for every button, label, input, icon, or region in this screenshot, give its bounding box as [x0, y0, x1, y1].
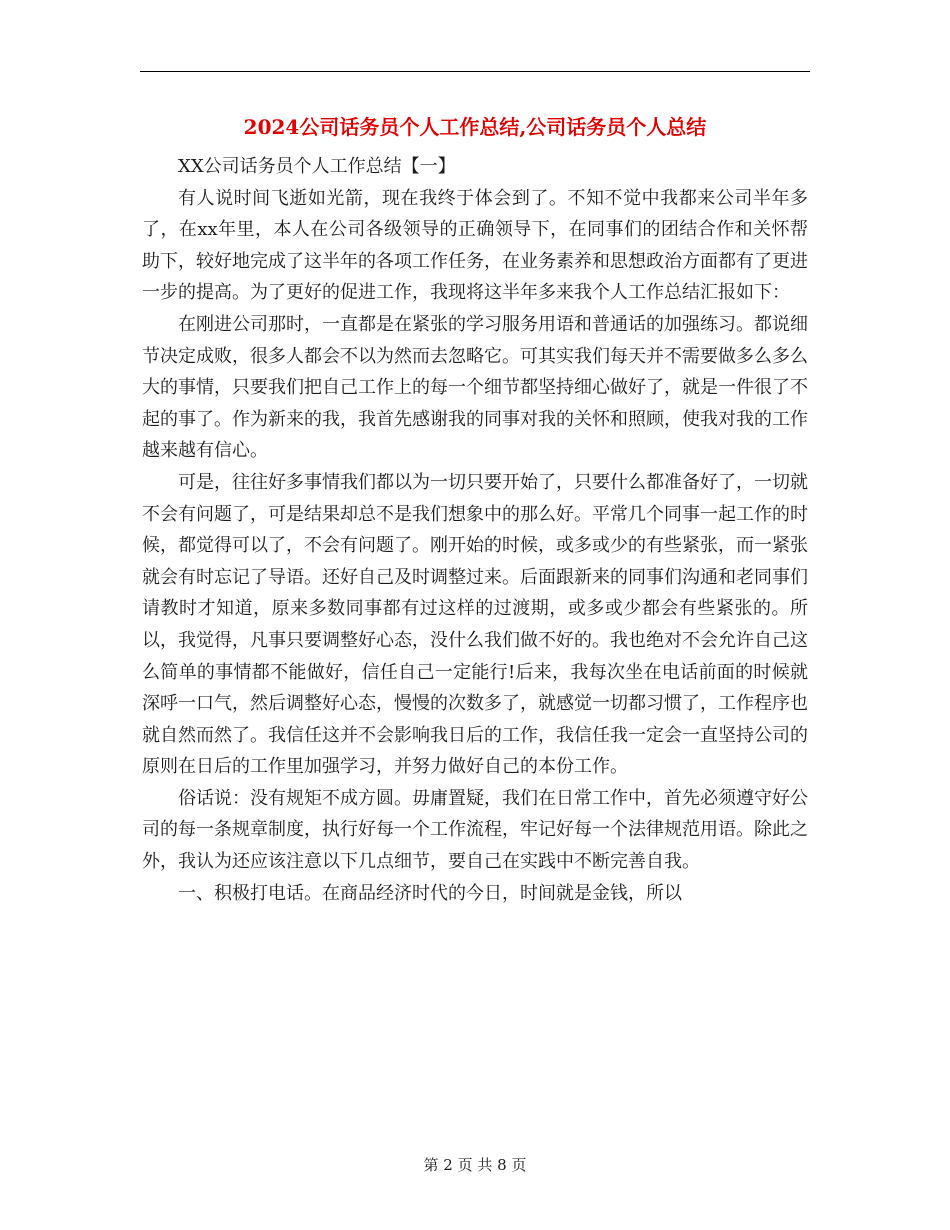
document-body [142, 151, 808, 909]
document-title: 2024公司话务员个人工作总结,公司话务员个人总结 [243, 115, 707, 139]
paragraph: 有人说时间飞逝如光箭，现在我终于体会到了。不知不觉中我都来公司半年多了，在xx年里，本人在公司各级领导的正确领导下，在同事们的团结合作和关怀帮助下，较好地完成了这半年的各项工作任务，在业务素养和思想政治方面都有了更进一步的提高。为了更好的促进工作，我现将这半年多来我个人工作总结汇报如下： [142, 187, 808, 304]
paragraph: 俗话说：没有规矩不成方圆。毋庸置疑，我们在日常工作中，首先必须遵守好公司的每一条规章制度，执行好每一个工作流程，牢记好每一个法律规范用语。除此之外，我认为还应该注意以下几点细节，要自己在实践中不断完善自我。 [142, 787, 808, 873]
paragraph: 在刚进公司那时，一直都是在紧张的学习服务用语和普通话的加强练习。都说细节决定成败，很多人都会不以为然而去忽略它。可其实我们每天并不需要做多么多么大的事情，只要我们把自己工作上的每一个细节都坚持细心做好了，就是一件很了不起的事了。作为新来的我，我首先感谢我的同事对我的关怀和照顾，使我对我的工作越来越有信心。 [142, 313, 808, 462]
section-heading: XX公司话务员个人工作总结【一】 [178, 156, 456, 177]
paragraph: 一、积极打电话。在商品经济时代的今日，时间就是金钱，所以 [178, 882, 682, 904]
paragraph: 可是，往往好多事情我们都以为一切只要开始了，只要什么都准备好了，一切就不会有问题了，可是结果却总不是我们想象中的那么好。平常几个同事一起工作的时候，都觉得可以了，不会有问题了。刚开始的时候，或多或少的有些紧张，而一紧张就会有时忘记了导语。还好自己及时调整过来。后面跟新来的同事们沟通和老同事们请教时才知道，原来多数同事都有过这样的过渡期，或多或少都会有些紧张的。所以，我觉得，凡事只要调整好心态，没什么我们做不好的。我也绝对不会允许自己这么简单的事情都不能做好，信任自己一定能行!后来，我每次坐在电话前面的时候就深呼一口气，然后调整好心态，慢慢的次数多了，就感觉一切都习惯了，工作程序也就自然而然了。我信任这并不会影响我日后的工作，我信任我一定会一直坚持公司的原则在日后的工作里加强学习，并努力做好自己的本份工作。 [142, 471, 808, 778]
header-rule [140, 71, 810, 72]
page-number-footer: 第 2 页 共 8 页 [423, 1156, 527, 1174]
